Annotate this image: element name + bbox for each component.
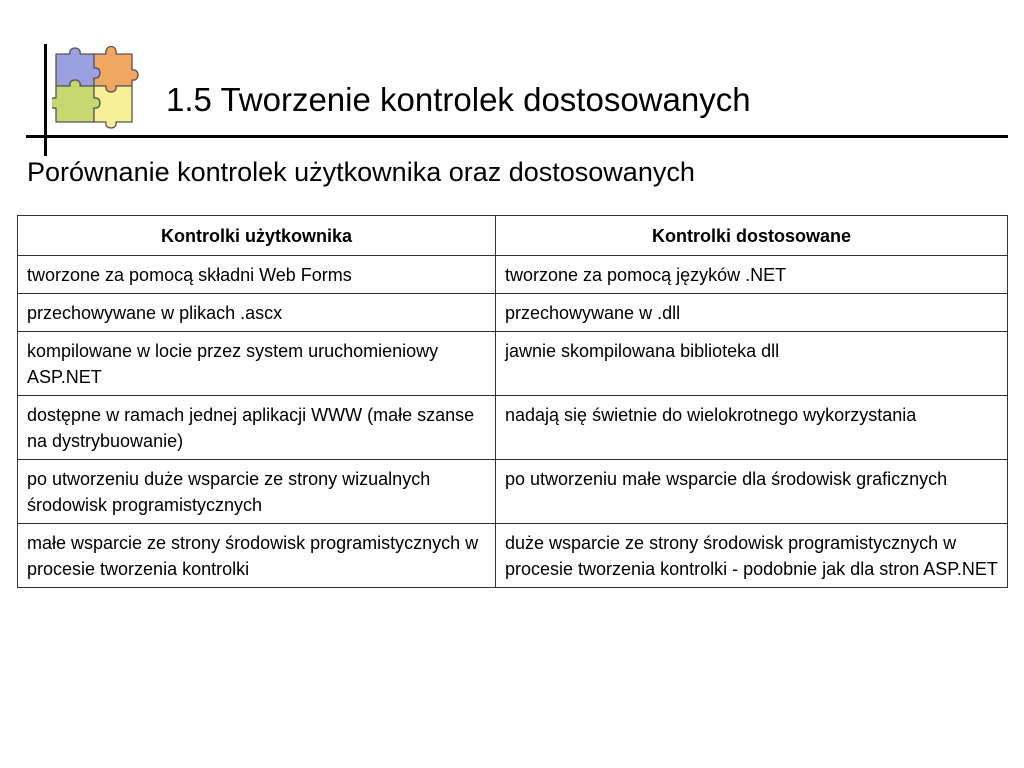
column-header-custom-controls: Kontrolki dostosowane xyxy=(496,216,1008,256)
slide-title: 1.5 Tworzenie kontrolek dostosowanych xyxy=(166,81,751,118)
table-cell: tworzone za pomocą składni Web Forms xyxy=(18,256,496,294)
puzzle-pieces-icon xyxy=(52,40,140,132)
column-header-user-controls: Kontrolki użytkownika xyxy=(18,216,496,256)
table-cell: tworzone za pomocą języków .NET xyxy=(496,256,1008,294)
table-cell: przechowywane w plikach .ascx xyxy=(18,294,496,332)
decor-vertical-line xyxy=(44,44,47,156)
table-cell: nadają się świetnie do wielokrotnego wykorzystania xyxy=(496,396,1008,460)
table-row xyxy=(18,294,1008,332)
table-cell: po utworzeniu duże wsparcie ze strony wizualnych środowisk programistycznych xyxy=(18,460,496,524)
slide-subtitle: Porównanie kontrolek użytkownika oraz dostosowanych xyxy=(27,157,695,187)
table-row xyxy=(18,332,1008,396)
table-cell: dostępne w ramach jednej aplikacji WWW (małe szanse na dystrybuowanie) xyxy=(18,396,496,460)
table-cell: jawnie skompilowana biblioteka dll xyxy=(496,332,1008,396)
table-row xyxy=(18,256,1008,294)
table-row xyxy=(18,396,1008,460)
table-row xyxy=(18,460,1008,524)
table-cell: przechowywane w .dll xyxy=(496,294,1008,332)
decor-horizontal-line xyxy=(26,135,1008,138)
table-row xyxy=(18,524,1008,588)
table-cell: małe wsparcie ze strony środowisk programistycznych w procesie tworzenia kontrolki xyxy=(18,524,496,588)
comparison-table xyxy=(17,215,1008,588)
table-header-row xyxy=(18,216,1008,256)
table-cell: kompilowane w locie przez system uruchomieniowy ASP.NET xyxy=(18,332,496,396)
table-cell: po utworzeniu małe wsparcie dla środowisk graficznych xyxy=(496,460,1008,524)
table-cell: duże wsparcie ze strony środowisk programistycznych w procesie tworzenia kontrolki - podobnie jak dla stron ASP.NET xyxy=(496,524,1008,588)
